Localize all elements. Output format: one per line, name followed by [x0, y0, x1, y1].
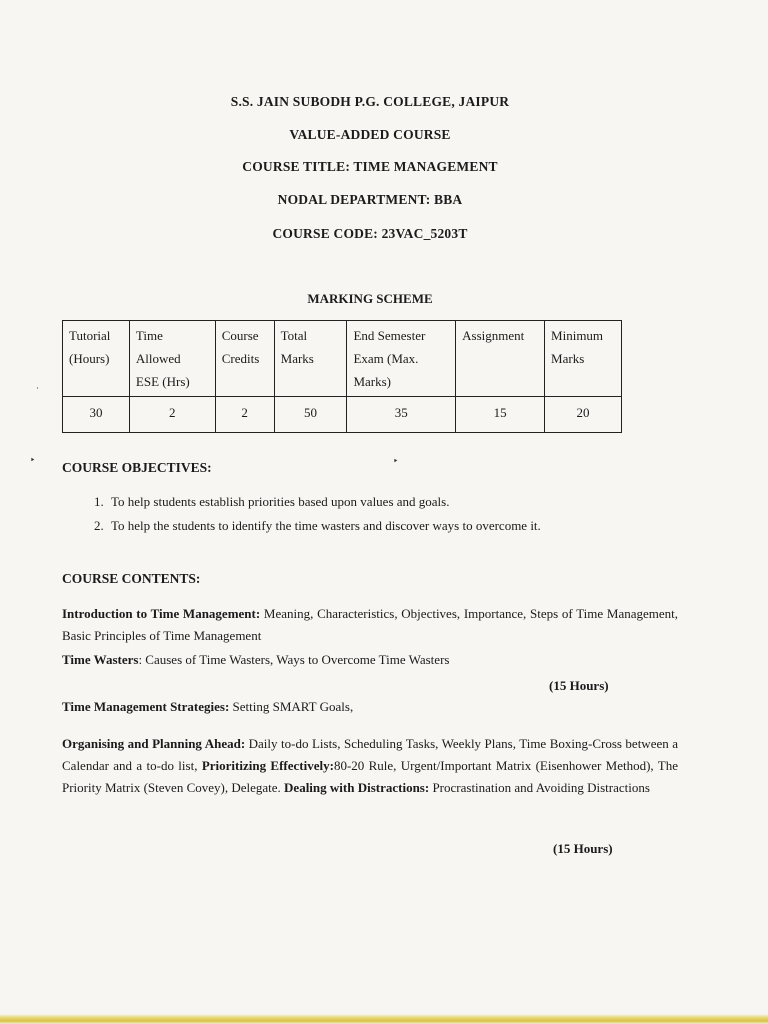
header-cell-tutorial: Tutorial (Hours) — [63, 321, 130, 397]
scan-speck: ‣ — [393, 456, 399, 466]
unit1-hours: (15 Hours) — [549, 678, 609, 693]
wasters-label: Time Wasters — [62, 652, 139, 667]
scan-speck: · — [36, 383, 39, 393]
college-name: S.S. JAIN SUBODH P.G. COLLEGE, JAIPUR — [230, 94, 510, 109]
prioritizing-text: 80-20 Rule, Urgent/Important Matrix (Eisenhower Method), The Priority Matrix (Steven Covey), Delegate. — [62, 758, 679, 795]
intro-paragraph — [62, 603, 678, 647]
value-cell-minimum-marks: 20 — [545, 397, 622, 433]
nodal-department: NODAL DEPARTMENT: BBA — [277, 192, 463, 207]
header-cell-time-allowed: Time Allowed ESE (Hrs) — [129, 321, 215, 397]
value-cell-time-allowed: 2 — [129, 397, 215, 433]
marking-scheme-table — [62, 320, 622, 433]
contents-heading: COURSE CONTENTS: — [62, 571, 201, 586]
intro-label: Introduction to Time Management: — [62, 606, 261, 621]
course-code: COURSE CODE: 23VAC_5203T — [272, 226, 468, 241]
header-cell-minimum-marks: Minimum Marks — [545, 321, 622, 397]
wasters-text: : Causes of Time Wasters, Ways to Overcome Time Wasters — [138, 652, 450, 667]
objectives-heading: COURSE OBJECTIVES: — [62, 460, 212, 475]
strategies-label: Time Management Strategies: — [62, 699, 230, 714]
course-type: VALUE-ADDED COURSE — [289, 127, 451, 142]
header-cell-total-marks: Total Marks — [274, 321, 347, 397]
table-values-row — [63, 397, 622, 433]
value-cell-tutorial: 30 — [63, 397, 130, 433]
objectives-list — [62, 490, 541, 538]
value-cell-course-credits: 2 — [215, 397, 274, 433]
strategies-paragraph — [62, 696, 678, 718]
header-cell-course-credits: Course Credits — [215, 321, 274, 397]
list-item: 1. To help students establish priorities based upon values and goals. — [107, 490, 541, 514]
table-header-row — [63, 321, 622, 397]
strategies-text: Setting SMART Goals, — [229, 699, 354, 714]
course-title: COURSE TITLE: TIME MANAGEMENT — [242, 159, 498, 174]
value-cell-total-marks: 50 — [274, 397, 347, 433]
list-item: 2. To help the students to identify the time wasters and discover ways to overcome it. — [107, 514, 541, 538]
prioritizing-label: Prioritizing Effectively: — [201, 758, 334, 773]
distractions-text: Procrastination and Avoiding Distractions — [429, 780, 650, 795]
organising-text: Daily to-do Lists, Scheduling Tasks, Weekly Plans, Time Boxing-Cross between a Calendar and a to-do list, — [62, 736, 679, 773]
wasters-paragraph — [62, 649, 678, 671]
page-edge-highlight — [0, 1014, 768, 1024]
unit2-hours: (15 Hours) — [553, 841, 613, 856]
value-cell-assignment: 15 — [456, 397, 545, 433]
header-cell-assignment: Assignment — [456, 321, 545, 397]
organising-label: Organising and Planning Ahead: — [62, 736, 246, 751]
value-cell-end-semester: 35 — [347, 397, 456, 433]
scan-speck: ‣ — [30, 455, 36, 465]
marking-scheme-title: MARKING SCHEME — [307, 291, 433, 306]
header-cell-end-semester: End Semester Exam (Max. Marks) — [347, 321, 456, 397]
organising-paragraph — [62, 733, 678, 799]
distractions-label: Dealing with Distractions: — [284, 780, 430, 795]
intro-text: Meaning, Characteristics, Objectives, Importance, Steps of Time Management, Basic Principles of Time Management — [62, 606, 678, 643]
